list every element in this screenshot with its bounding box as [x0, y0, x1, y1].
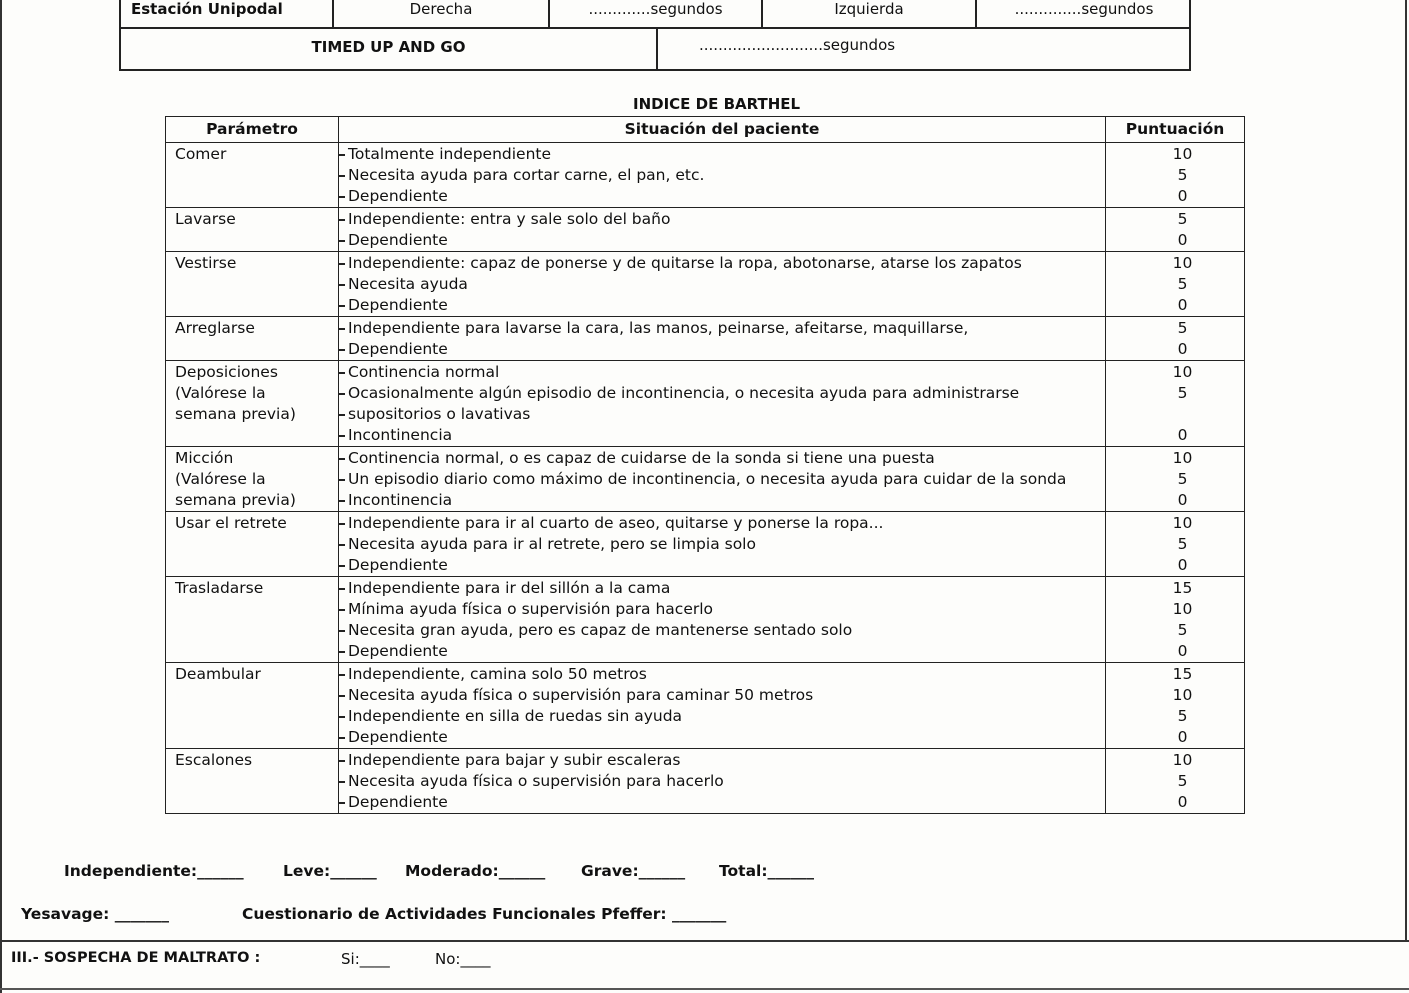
puntuacion-value: 5: [1177, 621, 1188, 639]
situacion-item: Necesita ayuda física o supervisión para caminar 50 metros: [339, 685, 1105, 706]
parametro-cell: [166, 317, 339, 361]
total-field[interactable]: Total:______: [719, 862, 815, 880]
situacion-item: Independiente para ir al cuarto de aseo, quitarse y ponerse la ropa...: [339, 513, 1105, 534]
table-row: [166, 749, 1245, 814]
situacion-item: Dependiente: [339, 339, 1105, 360]
parametro-label: Comer: [175, 145, 227, 163]
parametro-cell: [166, 361, 339, 447]
table-row: [166, 577, 1245, 663]
situacion-cell: [339, 143, 1106, 208]
situacion-item: Independiente para bajar y subir escaleras: [339, 750, 1105, 771]
balance-test-grid: [119, 0, 1191, 71]
situacion-item: Dependiente: [339, 295, 1105, 316]
situacion-cell: [339, 447, 1106, 512]
derecha-seconds-field[interactable]: .............segundos: [588, 0, 723, 18]
puntuacion-value: 5: [1177, 319, 1188, 337]
situacion-cell: [339, 663, 1106, 749]
table-row: [166, 208, 1245, 252]
page-border-bottom: [0, 988, 1409, 990]
pfeffer-field[interactable]: Cuestionario de Actividades Funcionales Pfeffer: _______: [242, 905, 727, 923]
situacion-item: Mínima ayuda física o supervisión para hacerlo: [339, 599, 1105, 620]
puntuacion-value: 10: [1172, 363, 1193, 381]
situacion-item: Incontinencia: [339, 490, 1105, 511]
puntuacion-value: 5: [1177, 166, 1188, 184]
table-row: [166, 317, 1245, 361]
parametro-label: Deposiciones: [175, 363, 278, 381]
parametro-cell: [166, 208, 339, 252]
puntuacion-value: 0: [1177, 426, 1188, 444]
puntuacion-value: 5: [1177, 210, 1188, 228]
column-header-puntuacion: Puntuación: [1106, 117, 1245, 143]
situacion-item: Ocasionalmente algún episodio de incontinencia, o necesita ayuda para administrarse: [339, 383, 1105, 404]
parametro-label: Usar el retrete: [175, 514, 287, 532]
puntuacion-value: [1121, 404, 1244, 425]
situacion-item: Dependiente: [339, 792, 1105, 813]
situacion-item: Dependiente: [339, 641, 1105, 662]
situacion-cell: [339, 512, 1106, 577]
situacion-item: Totalmente independiente: [339, 144, 1105, 165]
puntuacion-value: 10: [1172, 449, 1193, 467]
barthel-title: INDICE DE BARTHEL: [633, 95, 801, 113]
situacion-item: Independiente: entra y sale solo del baño: [339, 209, 1105, 230]
parametro-label: semana previa): [175, 405, 296, 423]
independiente-field[interactable]: Independiente:______: [64, 862, 244, 880]
puntuacion-cell: [1106, 577, 1245, 663]
parametro-cell: [166, 512, 339, 577]
leve-field[interactable]: Leve:______: [283, 862, 377, 880]
timed-up-and-go-field[interactable]: ..........................segundos: [699, 36, 896, 54]
puntuacion-value: 0: [1177, 642, 1188, 660]
situacion-item: Dependiente: [339, 230, 1105, 251]
puntuacion-cell: [1106, 317, 1245, 361]
puntuacion-value: 0: [1177, 296, 1188, 314]
parametro-label: Escalones: [175, 751, 253, 769]
puntuacion-cell: [1106, 447, 1245, 512]
parametro-cell: [166, 447, 339, 512]
moderado-field[interactable]: Moderado:______: [405, 862, 546, 880]
situacion-item: Incontinencia: [339, 425, 1105, 446]
puntuacion-value: 15: [1172, 579, 1193, 597]
table-row: [166, 252, 1245, 317]
estacion-unipodal-label: Estación Unipodal: [131, 0, 283, 18]
puntuacion-cell: [1106, 749, 1245, 814]
puntuacion-value: 10: [1172, 751, 1193, 769]
situacion-item: Necesita ayuda física o supervisión para hacerlo: [339, 771, 1105, 792]
situacion-cell: [339, 317, 1106, 361]
puntuacion-value: 0: [1177, 231, 1188, 249]
situacion-item: Un episodio diario como máximo de incontinencia, o necesita ayuda para cuidar de la sonda: [339, 469, 1105, 490]
parametro-cell: [166, 749, 339, 814]
parametro-label: Deambular: [175, 665, 261, 683]
barthel-table: [165, 116, 1245, 814]
situacion-item: Dependiente: [339, 727, 1105, 748]
situacion-item: Dependiente: [339, 555, 1105, 576]
puntuacion-cell: [1106, 512, 1245, 577]
situacion-cell: [339, 577, 1106, 663]
puntuacion-cell: [1106, 663, 1245, 749]
section-divider: [0, 940, 1409, 942]
situacion-cell: [339, 361, 1106, 447]
situacion-item: Necesita ayuda para ir al retrete, pero se limpia solo: [339, 534, 1105, 555]
situacion-item: Necesita ayuda: [339, 274, 1105, 295]
situacion-item: Independiente: capaz de ponerse y de quitarse la ropa, abotonarse, atarse los zapatos: [339, 253, 1105, 274]
puntuacion-cell: [1106, 361, 1245, 447]
page-border-right: [1405, 0, 1407, 940]
table-row: [166, 143, 1245, 208]
puntuacion-value: 5: [1177, 384, 1188, 402]
parametro-label: (Valórese la: [175, 470, 266, 488]
table-row: [166, 512, 1245, 577]
table-row: [166, 361, 1245, 447]
puntuacion-value: 10: [1172, 254, 1193, 272]
puntuacion-value: 0: [1177, 728, 1188, 746]
situacion-item: Independiente en silla de ruedas sin ayuda: [339, 706, 1105, 727]
puntuacion-value: 5: [1177, 707, 1188, 725]
situacion-item: Independiente para ir del sillón a la cama: [339, 578, 1105, 599]
situacion-item: Continencia normal, o es capaz de cuidarse de la sonda si tiene una puesta: [339, 448, 1105, 469]
page-border-left: [0, 0, 2, 993]
parametro-label: Micción: [175, 449, 234, 467]
izquierda-seconds-field[interactable]: ..............segundos: [1014, 0, 1154, 18]
timed-up-and-go-label: TIMED UP AND GO: [311, 38, 466, 56]
derecha-label: Derecha: [409, 0, 473, 18]
parametro-label: (Valórese la: [175, 384, 266, 402]
table-header-row: [166, 117, 1245, 143]
puntuacion-value: 10: [1172, 600, 1193, 618]
situacion-item: Continencia normal: [339, 362, 1105, 383]
parametro-cell: [166, 663, 339, 749]
column-header-situacion: Situación del paciente: [339, 117, 1106, 143]
puntuacion-cell: [1106, 208, 1245, 252]
izquierda-label: Izquierda: [834, 0, 904, 18]
situacion-item: Necesita gran ayuda, pero es capaz de mantenerse sentado solo: [339, 620, 1105, 641]
puntuacion-cell: [1106, 252, 1245, 317]
yesavage-field[interactable]: Yesavage: _______: [21, 905, 170, 923]
puntuacion-value: 0: [1177, 793, 1188, 811]
column-header-parametro: Parámetro: [166, 117, 339, 143]
puntuacion-value: 5: [1177, 535, 1188, 553]
parametro-cell: [166, 143, 339, 208]
puntuacion-cell: [1106, 143, 1245, 208]
puntuacion-value: 5: [1177, 470, 1188, 488]
situacion-cell: [339, 208, 1106, 252]
situacion-cell: [339, 252, 1106, 317]
puntuacion-value: 10: [1172, 686, 1193, 704]
parametro-cell: [166, 577, 339, 663]
puntuacion-value: 0: [1177, 340, 1188, 358]
situacion-item: Independiente para lavarse la cara, las manos, peinarse, afeitarse, maquillarse,: [339, 318, 1105, 339]
parametro-label: semana previa): [175, 491, 296, 509]
puntuacion-value: 10: [1172, 514, 1193, 532]
situacion-item: Independiente, camina solo 50 metros: [339, 664, 1105, 685]
situacion-item: Necesita ayuda para cortar carne, el pan, etc.: [339, 165, 1105, 186]
situacion-item: Dependiente: [339, 186, 1105, 207]
maltrato-no-field[interactable]: No:____: [435, 950, 491, 968]
puntuacion-value: 0: [1177, 187, 1188, 205]
sospecha-maltrato-label: III.- SOSPECHA DE MALTRATO :: [11, 950, 261, 966]
maltrato-si-field[interactable]: Si:____: [341, 950, 390, 968]
parametro-label: Trasladarse: [175, 579, 264, 597]
puntuacion-value: 0: [1177, 491, 1188, 509]
parametro-cell: [166, 252, 339, 317]
situacion-cell: [339, 749, 1106, 814]
puntuacion-value: 5: [1177, 772, 1188, 790]
puntuacion-value: 15: [1172, 665, 1193, 683]
puntuacion-value: 0: [1177, 556, 1188, 574]
puntuacion-value: 10: [1172, 145, 1193, 163]
parametro-label: Arreglarse: [175, 319, 255, 337]
parametro-label: Vestirse: [175, 254, 237, 272]
grave-field[interactable]: Grave:______: [581, 862, 686, 880]
situacion-item: supositorios o lavativas: [339, 404, 1105, 425]
table-row: [166, 663, 1245, 749]
parametro-label: Lavarse: [175, 210, 236, 228]
puntuacion-value: 5: [1177, 275, 1188, 293]
table-row: [166, 447, 1245, 512]
